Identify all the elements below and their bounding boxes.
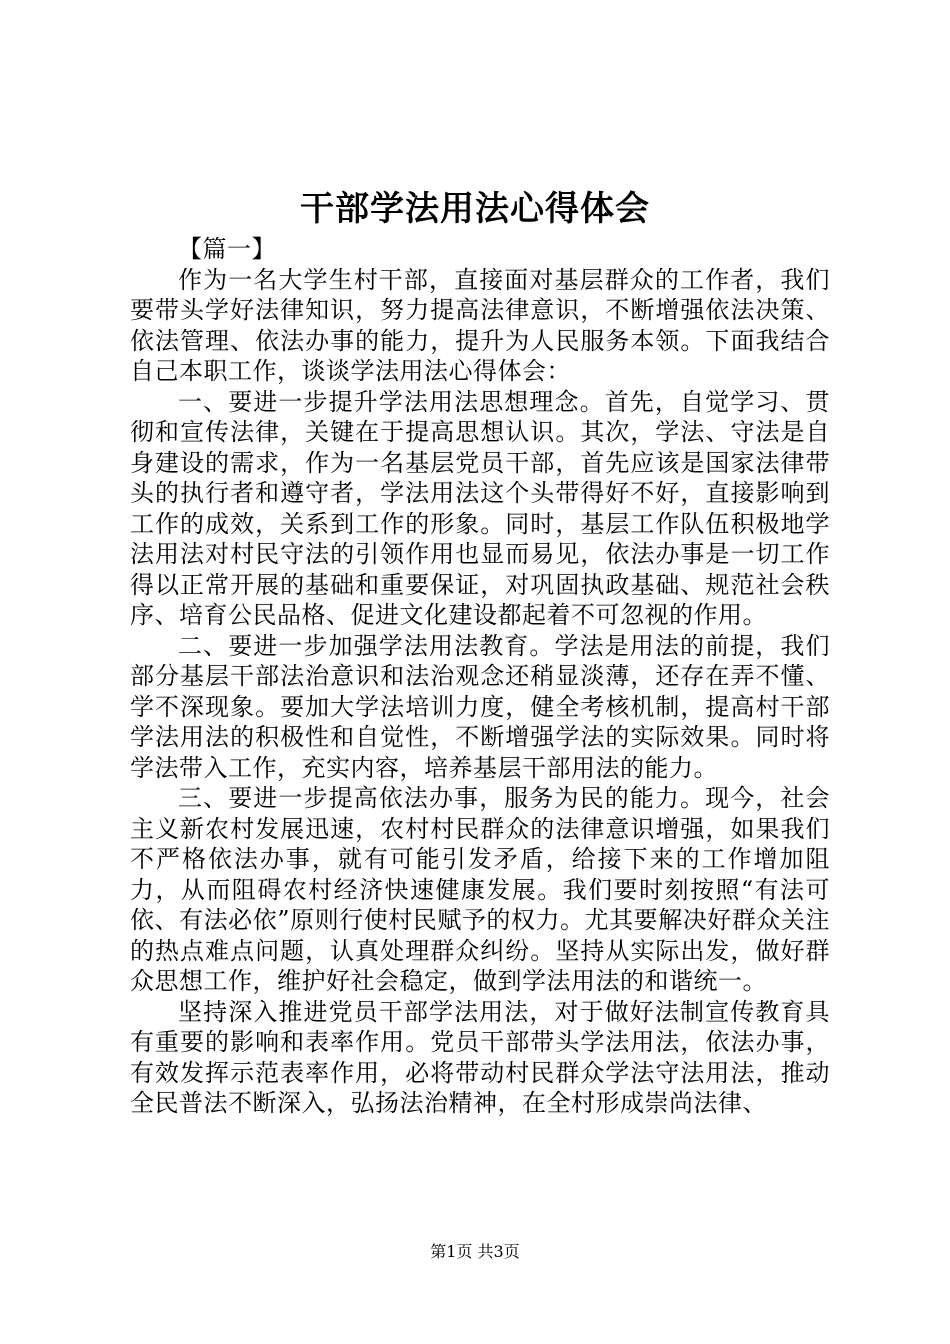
paragraph-intro: 作为一名大学生村干部，直接面对基层群众的工作者，我们要带头学好法律知识，努力提高法律意识，不断增强依法决策、依法管理、依法办事的能力，提升为人民服务本领。下面我结合自己本职工作，谈谈学法用法心得体会： <box>130 265 830 385</box>
document-body <box>130 234 830 1119</box>
page-indicator: 第1页 共3页 <box>430 1242 520 1261</box>
document-title: 干部学法用法心得体会 <box>300 189 650 229</box>
paragraph-point-2: 二、要进一步加强学法用法教育。学法是用法的前提，我们部分基层干部法治意识和法治观念还稍显淡薄，还存在弄不懂、学不深现象。要加大学法培训力度，健全考核机制，提高村干部学法用法的积极性和自觉性，不断增强学法的实际效果。同时将学法带入工作，充实内容，培养基层干部用法的能力。 <box>130 631 830 782</box>
page-footer <box>0 1241 950 1263</box>
section-label: 【篇一】 <box>178 235 276 263</box>
paragraph-point-3: 三、要进一步提高依法办事，服务为民的能力。现今，社会主义新农村发展迅速，农村村民群众的法律意识增强，如果我们不严格依法办事，就有可能引发矛盾，给接下来的工作增加阻力，从而阻碍农村经济快速健康发展。我们要时刻按照“有法可依、有法必依”原则行使村民赋予的权力。尤其要解决好群众关注的热点难点问题，认真处理群众纠纷。坚持从实际出发，做好群众思想工作，维护好社会稳定，做到学法用法的和谐统一。 <box>130 784 830 995</box>
paragraph-conclusion: 坚持深入推进党员干部学法用法，对于做好法制宣传教育具有重要的影响和表率作用。党员干部带头学法用法，依法办事，有效发挥示范表率作用，必将带动村民群众学法守法用法，推动全民普法不断深入，弘扬法治精神，在全村形成崇尚法律、 <box>130 997 830 1117</box>
paragraph-point-1: 一、要进一步提升学法用法思想理念。首先，自觉学习、贯彻和宣传法律，关键在于提高思想认识。其次，学法、守法是自身建设的需求，作为一名基层党员干部，首先应该是国家法律带头的执行者和遵守者，学法用法这个头带得好不好，直接影响到工作的成效，关系到工作的形象。同时，基层工作队伍积极地学法用法对村民守法的引领作用也显而易见，依法办事是一切工作得以正常开展的基础和重要保证，对巩固执政基础、规范社会秩序、培育公民品格、促进文化建设都起着不可忽视的作用。 <box>130 387 830 629</box>
